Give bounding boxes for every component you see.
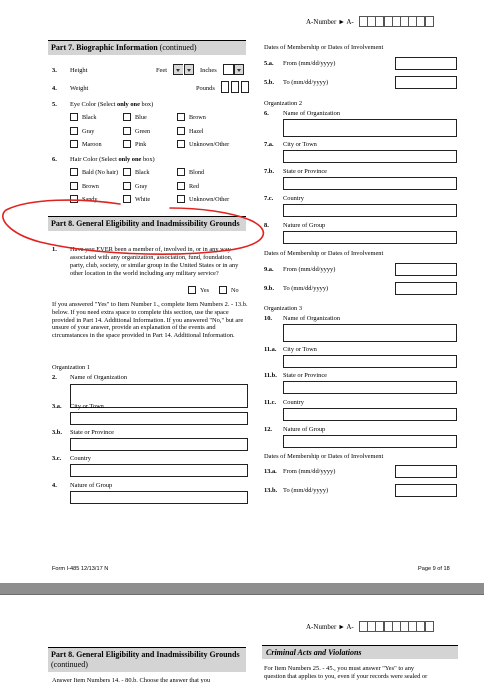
hair-color-option-label: Sandy	[82, 196, 98, 203]
eye-color-option-label: Unknown/Other	[189, 141, 230, 148]
org3-nature-input[interactable]	[283, 435, 457, 448]
hair-color-checkbox-blond[interactable]	[177, 168, 185, 176]
q11c-num: 11.c.	[264, 399, 277, 406]
hair-color-checkbox-black[interactable]	[123, 168, 131, 176]
hair-color-option-label: White	[135, 196, 151, 203]
eye-color-checkbox-pink[interactable]	[123, 140, 131, 148]
org1-state-input[interactable]	[70, 438, 248, 451]
q12-num: 12.	[264, 426, 272, 433]
part8-title: Part 8. General Eligibility and Inadmissibility Grounds	[51, 219, 240, 228]
inches-label: Inches	[200, 67, 217, 74]
eye-color-checkbox-blue[interactable]	[123, 113, 131, 121]
eye-color-checkbox-hazel[interactable]	[177, 127, 185, 135]
q7c-label: Country	[283, 195, 304, 202]
q8-num: 8.	[264, 222, 269, 229]
q7a-num: 7.a.	[264, 141, 274, 148]
q5b-label: To (mm/dd/yyyy)	[283, 79, 329, 86]
inches-select-arrow[interactable]	[234, 64, 244, 75]
hair-color-option-label: Blond	[189, 169, 205, 176]
part7-title-suffix: (continued)	[159, 43, 197, 52]
height-label: Height	[70, 67, 88, 74]
a-number-input[interactable]	[360, 16, 434, 27]
hair-color-option-label: Unknown/Other	[189, 196, 230, 203]
feet-select[interactable]	[173, 64, 183, 75]
org3-label: Organization 3	[264, 305, 303, 312]
part8-instructions: If you answered "Yes" to Item Number 1., complete Item Numbers 2. - 13.b. below. If you need extra space to complete this section, use the space provided in Part 14. Additional Information. If you answered "No," but are unsure of your answer, provide an explanation of the events and circumstances in the space provided in Part 14. Additional Information.	[52, 301, 248, 340]
q10-label: Name of Organization	[283, 315, 341, 322]
feet-label: Feet	[156, 67, 168, 74]
q7a-label: City or Town	[283, 141, 317, 148]
org3-to-date-input[interactable]	[395, 484, 457, 497]
q3a-label: City or Town	[70, 403, 104, 410]
org2-from-date-input[interactable]	[395, 263, 457, 276]
eye-color-checkbox-black[interactable]	[70, 113, 78, 121]
hair-color-option-label: Black	[135, 169, 150, 176]
part8-cont-intro: Answer Item Numbers 14. - 80.b. Choose the answer that you	[52, 677, 211, 683]
q13b-label: To (mm/dd/yyyy)	[283, 487, 329, 494]
q11a-label: City or Town	[283, 346, 317, 353]
q13b-num: 13.b.	[264, 487, 278, 494]
hair-color-num: 6.	[52, 156, 57, 163]
a-number-input-2[interactable]	[360, 621, 434, 632]
org1-label: Organization 1	[52, 364, 91, 371]
q2-label: Name of Organization	[70, 374, 128, 381]
q7b-num: 7.b.	[264, 168, 274, 175]
eye-color-checkbox-brown[interactable]	[177, 113, 185, 121]
org3-state-input[interactable]	[283, 381, 457, 394]
org3-name-input[interactable]	[283, 324, 457, 342]
eye-color-option-label: Pink	[135, 141, 147, 148]
org2-country-input[interactable]	[283, 204, 457, 217]
eye-color-checkbox-unknown-other[interactable]	[177, 140, 185, 148]
part8-cont-title: Part 8. General Eligibility and Inadmissibility Grounds	[51, 650, 240, 659]
q9a-label: From (mm/dd/yyyy)	[283, 266, 336, 273]
q4-label: Nature of Group	[70, 482, 113, 489]
q3a-num: 3.a.	[52, 403, 62, 410]
q12-label: Nature of Group	[283, 426, 326, 433]
red-annotation-scribble	[0, 190, 300, 265]
q1-no-label: No	[231, 287, 239, 294]
part8-header-cont	[48, 647, 246, 672]
eye-color-checkbox-gray[interactable]	[70, 127, 78, 135]
q10-num: 10.	[264, 315, 272, 322]
pounds-label: Pounds	[196, 85, 215, 92]
org3-city-input[interactable]	[283, 355, 457, 368]
q11a-num: 11.a.	[264, 346, 277, 353]
criminal-acts-header: Criminal Acts and Violations	[262, 645, 458, 659]
a-number-label-2: A-Number ► A-	[306, 622, 354, 631]
a-number-header-2	[306, 621, 434, 632]
page-number: Page 9 of 18	[418, 566, 450, 572]
hair-color-checkbox-gray[interactable]	[123, 182, 131, 190]
pounds-digit-1[interactable]	[221, 81, 229, 93]
org1-to-date-input[interactable]	[395, 76, 457, 89]
q5a-num: 5.a.	[264, 60, 274, 67]
hair-color-option-label: Gray	[135, 182, 148, 190]
org2-city-input[interactable]	[283, 150, 457, 163]
q1-yes-checkbox[interactable]	[188, 286, 196, 294]
org3-country-input[interactable]	[283, 408, 457, 421]
hair-color-label: Hair Color (Select only one box)	[70, 156, 155, 163]
criminal-acts-text-1: For Item Numbers 25. - 45., you must answer "Yes" to any	[264, 665, 415, 672]
eye-color-option-label: Green	[135, 127, 151, 135]
q3c-num: 3.c.	[52, 455, 62, 462]
form-id: Form I-485 12/13/17 N	[52, 566, 109, 572]
q13a-num: 13.a.	[264, 468, 277, 475]
q2-num: 2.	[52, 374, 57, 381]
pounds-digit-3[interactable]	[241, 81, 249, 93]
part7-header	[48, 40, 246, 55]
a-number-label: A-Number ► A-	[306, 17, 354, 26]
weight-label: Weight	[70, 85, 89, 92]
q6-label: Name of Organization	[283, 110, 341, 117]
hair-color-checkbox-bald-no-hair[interactable]	[70, 168, 78, 176]
org1-city-input[interactable]	[70, 412, 248, 425]
inches-select[interactable]	[223, 64, 234, 75]
org1-nature-input[interactable]	[70, 491, 248, 504]
q1-no-checkbox[interactable]	[219, 286, 227, 294]
q3c-label: Country	[70, 455, 91, 462]
q9b-label: To (mm/dd/yyyy)	[283, 285, 329, 292]
org1-from-date-input[interactable]	[395, 57, 457, 70]
eye-color-option-label: Gray	[82, 127, 95, 135]
org2-state-input[interactable]	[283, 177, 457, 190]
eye-color-checkbox-green[interactable]	[123, 127, 131, 135]
a-number-header	[306, 16, 434, 27]
org2-name-input[interactable]	[283, 119, 457, 137]
eye-color-option-label: Brown	[189, 114, 206, 121]
q3b-num: 3.b.	[52, 429, 62, 436]
q1-yes-label: Yes	[200, 287, 210, 294]
hair-color-checkbox-red[interactable]	[177, 182, 185, 190]
org1-country-input[interactable]	[70, 464, 248, 477]
eye-color-label: Eye Color (Select only one box)	[70, 101, 154, 108]
height-num: 3.	[52, 67, 57, 74]
hair-color-option-label: Red	[189, 182, 199, 190]
q7b-label: State or Province	[283, 168, 328, 175]
dates-label-1: Dates of Membership or Dates of Involvement	[264, 44, 384, 51]
hair-color-option-label: Brown	[82, 182, 99, 190]
eye-color-option-label: Hazel	[189, 127, 204, 135]
q11c-label: Country	[283, 399, 304, 406]
pounds-digit-2[interactable]	[231, 81, 239, 93]
q11b-num: 11.b.	[264, 372, 277, 379]
q1-text: Have you EVER been a member of, involved in, or in any way associated with any organization, association, fund, foundation, party, club, society, or similar group in the United States or in any other location in the world including any military service?	[70, 246, 239, 277]
part8-cont-suffix: (continued)	[51, 660, 88, 669]
feet-select-arrow[interactable]	[184, 64, 194, 75]
q8-label: Nature of Group	[283, 222, 326, 229]
q13a-label: From (mm/dd/yyyy)	[283, 468, 336, 475]
eye-color-option-label: Maroon	[82, 141, 102, 148]
form-page-10	[0, 595, 484, 683]
part7-title: Part 7. Biographic Information	[51, 43, 158, 52]
q3b-label: State or Province	[70, 429, 115, 436]
q9b-num: 9.b.	[264, 285, 274, 292]
eye-color-option-label: Black	[82, 114, 97, 121]
org2-label: Organization 2	[264, 100, 303, 107]
q7c-num: 7.c.	[264, 195, 274, 202]
q4-num: 4.	[52, 482, 57, 489]
q6-num: 6.	[264, 110, 269, 117]
eye-color-checkbox-maroon[interactable]	[70, 140, 78, 148]
dates-label-2: Dates of Membership or Dates of Involvement	[264, 250, 384, 257]
eye-color-option-label: Blue	[135, 114, 147, 121]
hair-color-option-label: Bald (No hair)	[82, 169, 119, 176]
criminal-acts-text-2: question that applies to you, even if your records were sealed or	[264, 673, 428, 680]
q1-num: 1.	[52, 246, 57, 253]
q9a-num: 9.a.	[264, 266, 274, 273]
hair-color-checkbox-brown[interactable]	[70, 182, 78, 190]
org2-nature-input[interactable]	[283, 231, 457, 244]
weight-num: 4.	[52, 85, 57, 92]
dates-label-3: Dates of Membership or Dates of Involvement	[264, 453, 384, 460]
org3-from-date-input[interactable]	[395, 465, 457, 478]
q5b-num: 5.b.	[264, 79, 274, 86]
q5a-label: From (mm/dd/yyyy)	[283, 60, 336, 67]
org2-to-date-input[interactable]	[395, 282, 457, 295]
eye-color-num: 5.	[52, 101, 57, 108]
q11b-label: State or Province	[283, 372, 328, 379]
